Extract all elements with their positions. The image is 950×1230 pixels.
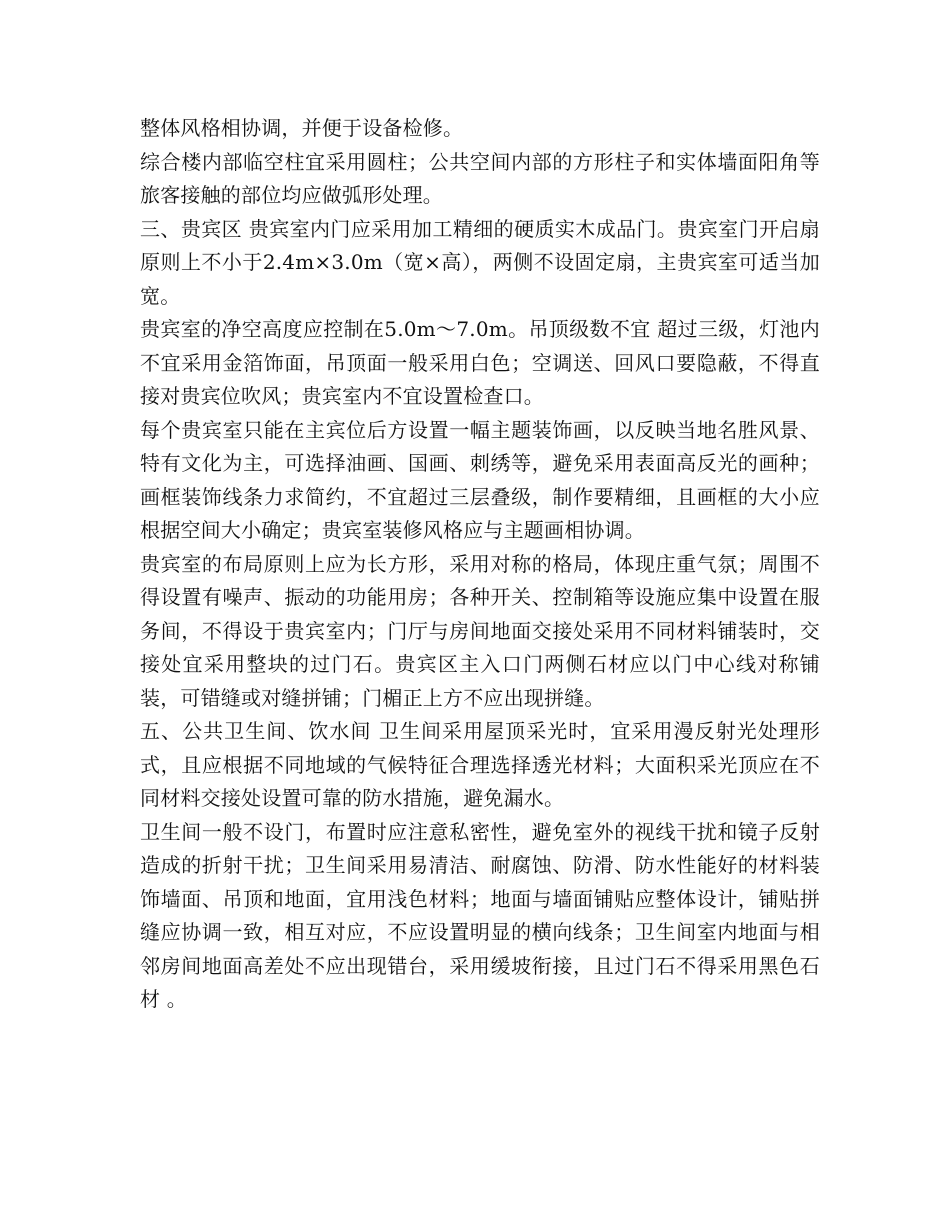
paragraph-1: 整体风格相协调，并便于设备检修。 [140,116,464,140]
paragraph-6: 贵宾室的布局原则上应为长方形，采用对称的格局，体现庄重气氛；周围不得设置有噪声、振动的功能用房；各种开关、控制箱等设施应集中设置在服务间，不得设于贵宾室内；门厅与房间地面交接处采用不同材料铺装时，交接处宜采用整块的过门石。贵宾区主入口门两侧石材应以门中心线对称铺装，可错缝或对缝拼铺；门楣正上方不应出现拼缝。 [140,551,820,710]
paragraph-8: 卫生间一般不设门，布置时应注意私密性，避免室外的视线干扰和镜子反射造成的折射干扰；卫生间采用易清洁、耐腐蚀、防滑、防水性能好的材料装饰墙面、吊顶和地面，宜用浅色材料；地面与墙面铺贴应整体设计，铺贴拼缝应协调一致，相互对应，不应设置明显的横向线条；卫生间室内地面与相邻房间地面高差处不应出现错台，采用缓坡衔接，且过门石不得采用黑色石材 。 [140,819,820,1011]
paragraph-5: 每个贵宾室只能在主宾位后方设置一幅主题装饰画，以反映当地名胜风景、特有文化为主，可选择油画、国画、刺绣等，避免采用表面高反光的画种；画框装饰线条力求简约，不宜超过三层叠级，制作要精细，且画框的大小应根据空间大小确定；贵宾室装修风格应与主题画相协调。 [140,417,820,542]
paragraph-3: 三、贵宾区 贵宾室内门应采用加工精细的硬质实木成品门。贵宾室门开启扇原则上不小于2.4m×3.0m（宽×高），两侧不设固定扇，主贵宾室可适当加宽。 [140,216,820,308]
paragraph-4: 贵宾室的净空高度应控制在5.0m～7.0m。吊顶级数不宜 超过三级，灯池内不宜采用金箔饰面，吊顶面一般采用白色；空调送、回风口要隐蔽，不得直接对贵宾位吹风；贵宾室内不宜设置检查口。 [140,317,820,408]
paragraph-2: 综合楼内部临空柱宜采用圆柱；公共空间内部的方形柱子和实体墙面阳角等旅客接触的部位均应做弧形处理。 [140,149,820,207]
paragraph-7: 五、公共卫生间、饮水间 卫生间采用屋顶采光时，宜采用漫反射光处理形式，且应根据不同地域的气候特征合理选择透光材料；大面积采光顶应在不同材料交接处设置可靠的防水措施，避免漏水。 [140,719,820,810]
document-body [140,112,820,1017]
